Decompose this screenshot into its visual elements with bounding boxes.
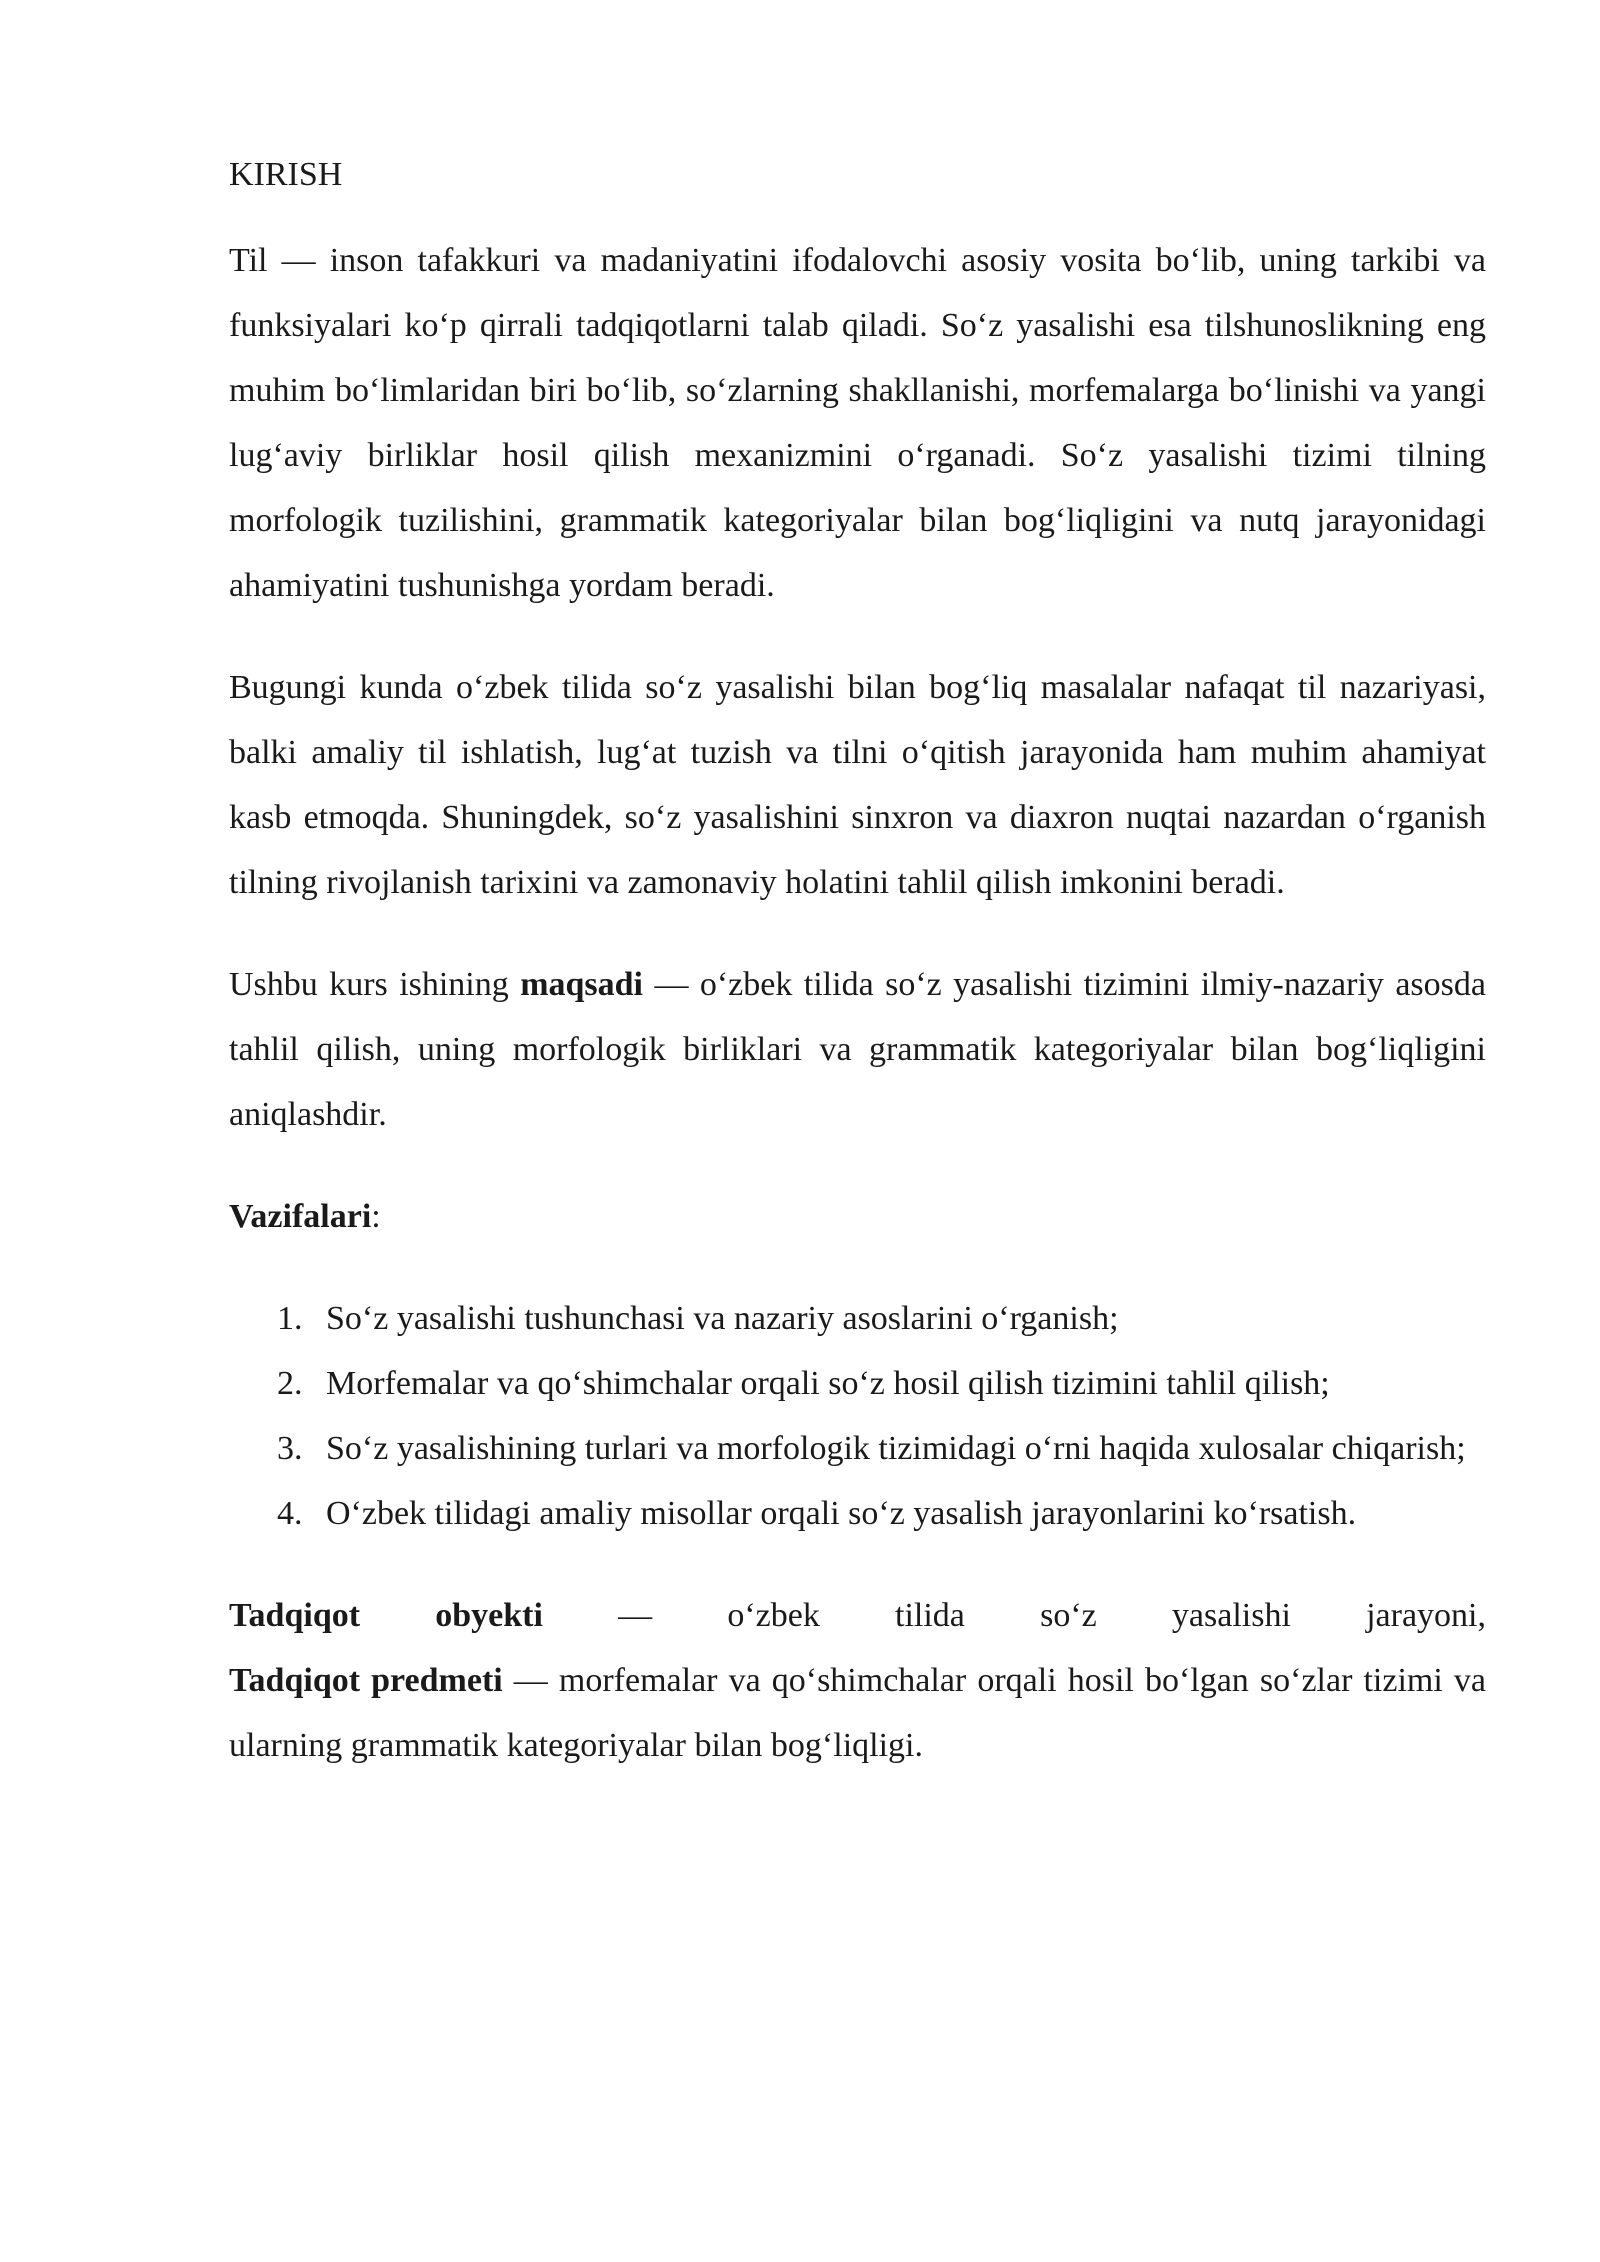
intro-paragraph-2: Bugungi kunda o‘zbek tilida so‘z yasalishi bilan bog‘liq masalalar nafaqat til nazariyasi, balki amaliy til ishlatish, lug‘at tuzish va tilni o‘qitish jarayonida ham muhim ahamiyat kasb etmoqda. Shuningdek, so‘z yasalishini sinxron va diaxron nuqtai nazardan o‘rganish tilning rivojlanish tarixini va zamonaviy holatini tahlil qilish imkonini beradi. xyxy=(229,669,1486,901)
goal-text-after: — o‘zbek tilida so‘z yasalishi tizimini ilmiy-nazariy asosda tahlil qilish, uning morfologik birliklari va grammatik kategoriyalar bilan bog‘liqligini aniqlashdir. xyxy=(229,966,1486,1133)
list-item xyxy=(229,1481,1486,1546)
list-item xyxy=(229,1351,1486,1416)
research-object-label: Tadqiqot obyekti xyxy=(229,1597,543,1634)
list-item-text: O‘zbek tilidagi amaliy misollar orqali so‘z yasalish jarayonlarini ko‘rsatish. xyxy=(326,1495,1357,1532)
research-object-text: — o‘zbek tilida so‘z yasalishi jarayoni, xyxy=(542,1597,1487,1634)
section-heading: KIRISH xyxy=(229,156,343,193)
tasks-title-colon: : xyxy=(371,1198,381,1235)
tasks-title-line xyxy=(229,1184,1486,1249)
document-page xyxy=(229,150,1486,1778)
list-item-text: Morfemalar va qo‘shimchalar orqali so‘z hosil qilish tizimini tahlil qilish; xyxy=(326,1365,1330,1402)
list-item xyxy=(229,1286,1486,1351)
list-item-text: So‘z yasalishi tushunchasi va nazariy asoslarini o‘rganish; xyxy=(326,1300,1119,1337)
research-subject-label: Tadqiqot predmeti xyxy=(229,1662,503,1699)
research-paragraph xyxy=(229,1583,1486,1778)
goal-paragraph xyxy=(229,952,1486,1147)
tasks-title: Vazifalari xyxy=(229,1198,372,1235)
list-item-number: 4. xyxy=(277,1495,303,1532)
list-item-number: 3. xyxy=(277,1430,303,1467)
goal-text-before: Ushbu kurs ishining xyxy=(229,966,521,1003)
research-subject-text: — morfemalar va qo‘shimchalar orqali hosil bo‘lgan so‘zlar tizimi va ularning grammatik kategoriyalar bilan bog‘liqligi. xyxy=(229,1662,1486,1764)
research-object-line xyxy=(229,1583,1486,1648)
list-item xyxy=(229,1416,1486,1481)
intro-paragraph-1: Til — inson tafakkuri va madaniyatini ifodalovchi asosiy vosita bo‘lib, uning tarkibi va funksiyalari ko‘p qirrali tadqiqotlarni talab qiladi. So‘z yasalishi esa tilshunoslikning eng muhim bo‘limlaridan biri bo‘lib, so‘zlarning shakllanishi, morfemalarga bo‘linishi va yangi lug‘aviy birliklar hosil qilish mexanizmini o‘rganadi. So‘z yasalishi tizimi tilning morfologik tuzilishini, grammatik kategoriyalar bilan bog‘liqligini va nutq jarayonidagi ahamiyatini tushunishga yordam beradi. xyxy=(229,242,1486,604)
tasks-list xyxy=(229,1286,1486,1546)
goal-label: maqsadi xyxy=(520,966,644,1003)
list-item-text: So‘z yasalishining turlari va morfologik tizimidagi o‘rni haqida xulosalar chiqarish; xyxy=(326,1430,1466,1467)
list-item-number: 2. xyxy=(277,1365,303,1402)
list-item-number: 1. xyxy=(277,1300,303,1337)
